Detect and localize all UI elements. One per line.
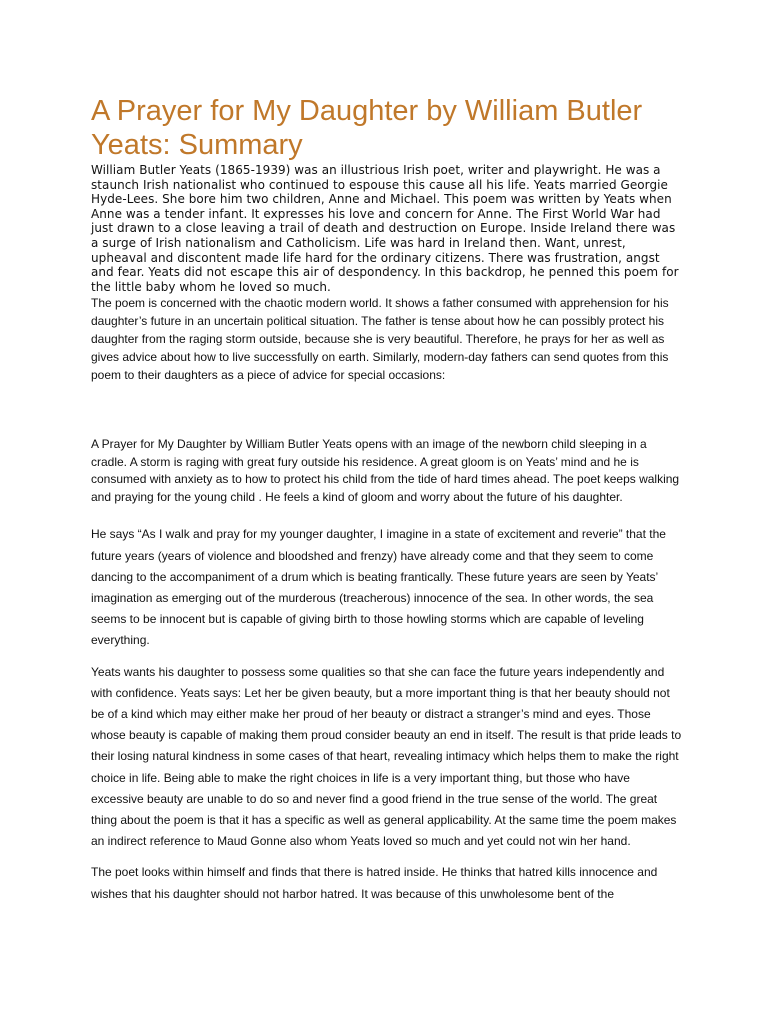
body-paragraph-1: A Prayer for My Daughter by William Butler Yeats opens with an image of the newborn child sleeping in a cradle. A storm is raging with great fury outside his residence. A great gloom is on Yeats’ mind and he is consumed with anxiety as to how to protect his child from the tide of hard times ahead. The poet keeps walking and praying for the young child . He feels a kind of gloom and worry about the future of his daughter. bbox=[91, 437, 680, 504]
body-paragraph-2: He says “As I walk and pray for my younger daughter, I imagine in a state of excitement and reverie” that the future years (years of violence and bloodshed and frenzy) have already come and that they seem to come dancing to the accompaniment of a drum which is beating frantically. These future years are seen by Yeats’ imagination as emerging out of the murderous (treacherous) innocence of the sea. In other words, the sea seems to be innocent but is capable of giving birth to those howling storms which are capable of leveling everything. bbox=[91, 527, 666, 648]
blank-space bbox=[91, 384, 691, 436]
intro-paragraph: William Butler Yeats (1865-1939) was an illustrious Irish poet, writer and playwright. He was a staunch Irish nationalist who continued to espouse this cause all his life. Yeats married Georgie Hyde-Lees. She bore him two children, Anne and Michael. This poem was written by Yeats when Anne was a tender infant. It expresses his love and concern for Anne. The First World War had just drawn to a close leaving a trail of death and destruction on Europe. Inside Ireland there was a surge of Irish nationalism and Catholicism. Life was hard in Ireland then. Want, unrest, upheaval and discontent made life hard for the ordinary citizens. There was frustration, angst and fear. Yeats did not escape this air of despondency. In this backdrop, he penned this poem for the little baby whom he loved so much. bbox=[91, 163, 679, 294]
document-title: A Prayer for My Daughter by William Butler Yeats: Summary bbox=[91, 95, 643, 161]
body-paragraph-3: Yeats wants his daughter to possess some qualities so that she can face the future years independently and with confidence. Yeats says: Let her be given beauty, but a more important thing is that her beauty should not be of a kind which may either make her proud of her beauty or distract a stranger’s mind and eyes. Those whose beauty is capable of making them proud consider beauty an end in itself. The result is that pride leads to their losing natural kindness in some cases of that heart, revealing intimacy which helps them to make the right choice in life. Being able to make the right choices in life is a very important thing, but those who have excessive beauty are unable to do so and never find a good friend in the true sense of the world. The great thing about the poem is that it has a specific as well as general applicability. At the same time the poem makes an indirect reference to Maud Gonne also whom Yeats loved so much and yet could not win her hand. bbox=[91, 664, 682, 849]
body-paragraph-4: The poet looks within himself and finds that there is hatred inside. He thinks that hatred kills innocence and wishes that his daughter should not harbor hatred. It was because of this unwholesome bent of the bbox=[91, 865, 658, 901]
lead-paragraph: The poem is concerned with the chaotic modern world. It shows a father consumed with apprehension for his daughter’s future in an uncertain political situation. The father is tense about how he can possibly protect his daughter from the raging storm outside, because she is very beautiful. Therefore, he prays for her as well as gives advice about how to live successfully on earth. Similarly, modern-day fathers can send quotes from this poem to their daughters as a piece of advice for special occasions: bbox=[91, 296, 669, 382]
document-page bbox=[91, 94, 691, 905]
